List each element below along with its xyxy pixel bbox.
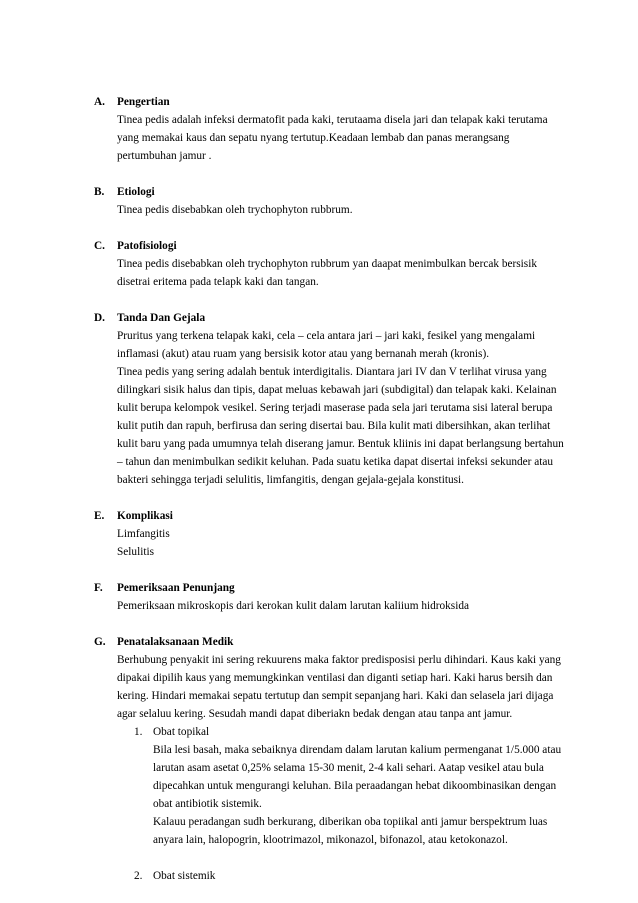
section-penatalaksanaan-medik [94,633,564,885]
complication-item: Limfangitis [117,528,170,540]
section-letter: E. [94,510,105,522]
section-title: Etiologi [117,186,155,198]
list-item-title: Obat sistemik [153,870,216,882]
complication-item: Selulitis [117,546,155,558]
section-komplikasi [94,507,564,561]
list-item [117,867,564,885]
section-title: Pemeriksaan Penunjang [117,582,235,594]
list-item [117,723,564,849]
section-letter: D. [94,312,105,324]
section-title: Komplikasi [117,510,173,522]
section-pemeriksaan-penunjang [94,579,564,615]
section-letter: G. [94,636,106,648]
section-paragraph: Berhubung penyakit ini sering rekuurens maka faktor predisposisi perlu dihindari. Kaus kaki yang dipakai dipilih kaus yang memungkinkan ventilasi dan diganti setiap hari. Kaki harus bersih dan kering. Hindari memakai sepatu tertutup dan sempit sepanjang hari. Kaki dan selasela jari dijaga agar selaluu kering. Sesudah mandi dapat diberiakn bedak dengan atau tanpa ant jamur. [117,654,561,720]
section-title: Penatalaksanaan Medik [117,636,234,648]
list-number: 2. [134,870,143,882]
section-paragraph: Tinea pedis yang sering adalah bentuk interdigitalis. Diantara jari IV dan V terlihat virusa yang dilingkari sisik halus dan tipis, dapat meluas kebawah jari (subdigital) dan telapak kaki. Kelainan kulit berupa kelompok vesikel. Sering terjadi maserase pada sela jari terutama sisi lateral berupa kulit putih dan rapuh, berfirusa dan sering disertai bau. Bila kulit mati dibersihkan, akan terlihat kulit baru yang pada umumnya telah diserang jamur. Bentuk kliinis ini dapat berlangsung bertahun – tahun dan menimbulkan sedikit keluhan. Pada suatu ketika dapat disertai infeksi sekunder atau bakteri sehingga terjadi selulitis, limfangitis, dengan gejala-gejala konstitusi. [117,366,564,486]
section-title: Tanda Dan Gejala [117,312,206,324]
section-letter: B. [94,186,105,198]
list-number: 1. [134,726,143,738]
section-letter: F. [94,582,103,594]
list-spacer [117,849,564,867]
list-item-title: Obat topikal [153,726,210,738]
treatment-list [117,723,564,885]
section-pengertian [94,93,564,165]
section-letter: A. [94,96,105,108]
list-item-paragraph: Kalauu peradangan sudh berkurang, diberikan oba topiikal anti jamur berspektrum luas anyara lain, halopogrin, klootrimazol, mikonazol, bifonazol, atau ketokonazol. [153,816,548,846]
section-patofisiologi [94,237,564,291]
section-tanda-dan-gejala [94,309,564,489]
section-paragraph: Pruritus yang terkena telapak kaki, cela – cela antara jari – jari kaki, fesikel yang mengalami inflamasi (akut) atau ruam yang bersisik kotor atau yang bernanah merah (kronis). [117,330,536,360]
section-paragraph: Tinea pedis disebabkan oleh trychophyton rubbrum. [117,204,353,216]
section-etiologi [94,183,564,219]
list-item-paragraph: Bila lesi basah, maka sebaiknya direndam dalam larutan kalium permenganat 1/5.000 atau larutan asam asetat 0,25% selama 15-30 menit, 2-4 kali sehari. Aatap vesikel atau bula dipecahkan untuk mengurangi keluhan. Bila peraadangan hebat dikoombinasikan dengan obat antibiotik sistemik. [153,744,562,810]
section-title: Patofisiologi [117,240,177,252]
section-letter: C. [94,240,105,252]
section-title: Pengertian [117,96,170,108]
section-paragraph: Tinea pedis adalah infeksi dermatofit pada kaki, terutaama disela jari dan telapak kaki terutama yang memakai kaus dan sepatu nyang tertutup.Keadaan lembab dan panas merangsang pertumbuhan jamur . [117,114,548,162]
section-paragraph: Pemeriksaan mikroskopis dari kerokan kulit dalam larutan kaliium hidroksida [117,600,470,612]
section-paragraph: Tinea pedis disebabkan oleh trychophyton rubbrum yan daapat menimbulkan bercak bersisik disetrai eritema pada telapk kaki dan tangan. [117,258,537,288]
document-content [94,93,564,903]
